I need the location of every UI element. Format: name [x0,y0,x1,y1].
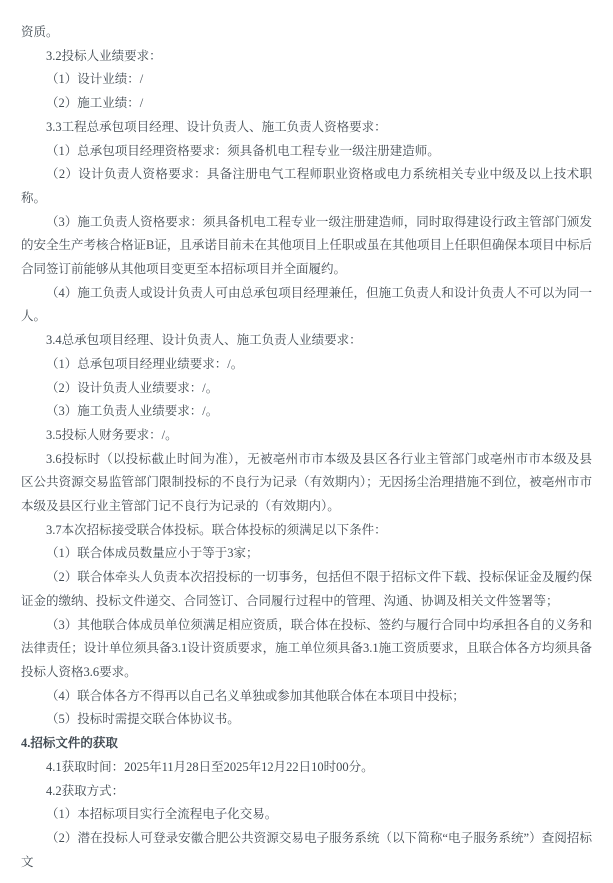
paragraph: （3）其他联合体成员单位须满足相应资质，联合体在投标、签约与履行合同中均承担各自的义务和法律责任；设计单位须具备3.1设计资质要求，施工单位须具备3.1施工资质要求，且联合体各方均须具备投标人资格3.6要求。 [21,617,592,679]
paragraph: （2）潜在投标人可登录安徽合肥公共资源交易电子服务系统（以下简称“电子服务系统”）查阅招标文 [21,830,592,869]
paragraph: （2）施工业绩：/ [46,96,144,111]
section-heading: 4.招标文件的获取 [21,736,118,751]
paragraph: （4）联合体各方不得再以自己名义单独或参加其他联合体在本项目中投标； [46,688,465,703]
paragraph: 资质。 [21,25,59,39]
paragraph: 3.7本次招标接受联合体投标。联合体投标的须满足以下条件： [46,522,387,537]
paragraph: （5）投标时需提交联合体协议书。 [46,712,240,727]
paragraph: 3.3工程总承包项目经理、设计负责人、施工负责人资格要求： [46,119,387,134]
paragraph: （4）施工负责人或设计负责人可由总承包项目经理兼任，但施工负责人和设计负责人不可以为同一人。 [21,285,592,324]
paragraph: 3.4总承包项目经理、设计负责人、施工负责人业绩要求： [46,333,362,348]
paragraph: （1）总承包项目经理资格要求：须具备机电工程专业一级注册建造师。 [46,143,440,158]
paragraph: 3.2投标人业绩要求： [46,48,162,63]
paragraph: 4.1获取时间：2025年11月28日至2025年12月22日10时00分。 [46,759,374,774]
paragraph: 3.5投标人财务要求：/。 [46,427,178,442]
paragraph: （3）施工负责人资格要求：须具备机电工程专业一级注册建造师，同时取得建设行政主管部门颁发的安全生产考核合格证B证，且承诺目前未在其他项目上任职或虽在其他项目上任职但确保本项目中标后合同签订前能够从其他项目变更至本招标项目并全面履约。 [21,214,592,277]
paragraph: （1）设计业绩：/ [46,72,144,87]
paragraph: （2）联合体牵头人负责本次招投标的一切事务，包括但不限于招标文件下载、投标保证金及履约保证金的缴纳、投标文件递交、合同签订、合同履行过程中的管理、沟通、协调及相关文件签署等； [21,570,592,608]
paragraph: （1）本招标项目实行全流程电子化交易。 [46,807,278,822]
paragraph: （2）设计负责人业绩要求：/。 [46,380,219,395]
paragraph: （1）联合体成员数量应小于等于3家； [46,546,259,561]
paragraph: （2）设计负责人资格要求：具备注册电气工程师职业资格或电力系统相关专业中级及以上技术职称。 [21,167,592,205]
document-body [21,21,592,874]
paragraph: 3.6投标时（以投标截止时间为准），无被亳州市市本级及县区各行业主管部门或亳州市市本级及县区公共资源交易监管部门限制投标的不良行为记录（有效期内）；无因扬尘治理措施不到位，被亳州市市本级及县区行业主管部门记不良行为记录的（有效期内）。 [21,451,592,514]
paragraph: 4.2获取方式： [46,783,125,798]
paragraph: （1）总承包项目经理业绩要求：/。 [46,356,244,371]
paragraph: （3）施工负责人业绩要求：/。 [46,404,219,419]
